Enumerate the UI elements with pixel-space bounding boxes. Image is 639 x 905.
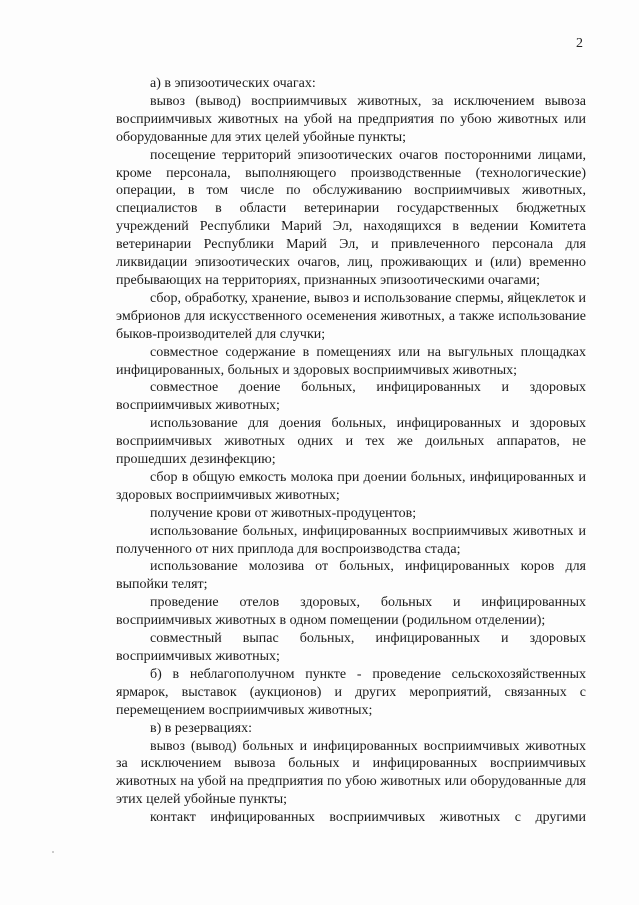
paragraph-section-b: б) в неблагополучном пункте - проведение сельскохозяйственных ярмарок, выставок (аукционов) и других мероприятий, связанных с перемещением восприимчивых животных;: [116, 666, 586, 718]
paragraph: использование больных, инфицированных восприимчивых животных и полученного от них приплода для воспроизводства стада;: [116, 523, 586, 557]
paragraph: совместное доение больных, инфицированных и здоровых восприимчивых животных;: [116, 380, 586, 414]
scan-speck: [52, 851, 54, 853]
paragraph: посещение территорий эпизоотических очагов посторонними лицами, кроме персонала, выполняющего производственные (технологические) операции, в том числе по обслуживанию восприимчивых животных, специалистов в области ветеринарии государственных бюджетных учреждений Республики Марий Эл, находящихся в ведении Комитета ветеринарии Республики Марий Эл, и привлеченного персонала для ликвидации эпизоотических очагов, лиц, проживающих и (или) временно пребывающих на территориях, признанных эпизоотическими очагами;: [116, 147, 586, 288]
paragraph: получение крови от животных-продуцентов;: [150, 505, 417, 521]
paragraph: использование для доения больных, инфицированных и здоровых восприимчивых животных одних и тех же доильных аппаратов, не прошедших дезинфекцию;: [116, 416, 586, 468]
paragraph: использование молозива от больных, инфицированных коров для выпойки телят;: [116, 559, 586, 593]
paragraph: вывоз (вывод) больных и инфицированных восприимчивых животных за исключением вывоза больных и инфицированных восприимчивых животных на убой на предприятия по убою животных или оборудованные для этих целей убойные пункты;: [116, 738, 586, 808]
paragraph: вывоз (вывод) восприимчивых животных, за исключением вывоза восприимчивых животных на убой на предприятия по убою животных или оборудованные для этих целей убойные пункты;: [116, 93, 586, 145]
paragraph-section-a-heading: а) в эпизоотических очагах:: [150, 76, 316, 91]
paragraph-section-c-heading: в) в резервациях:: [150, 720, 252, 736]
paragraph: совместный выпас больных, инфицированных и здоровых восприимчивых животных;: [116, 631, 586, 664]
document-body: [116, 75, 586, 827]
paragraph: совместное содержание в помещениях или на выгульных площадках инфицированных, больных и здоровых восприимчивых животных;: [116, 344, 586, 378]
paragraph: сбор, обработку, хранение, вывоз и использование спермы, яйцеклеток и эмбрионов для искусственного осеменения животных, а также использование быков-производителей для случки;: [116, 290, 586, 342]
page-number: 2: [576, 36, 583, 51]
paragraph: сбор в общую емкость молока при доении больных, инфицированных и здоровых восприимчивых животных;: [116, 469, 586, 503]
paragraph-continued: контакт инфицированных восприимчивых животных с другими: [150, 810, 586, 826]
paragraph: проведение отелов здоровых, больных и инфицированных восприимчивых животных в одном помещении (родильном отделении);: [116, 595, 586, 629]
